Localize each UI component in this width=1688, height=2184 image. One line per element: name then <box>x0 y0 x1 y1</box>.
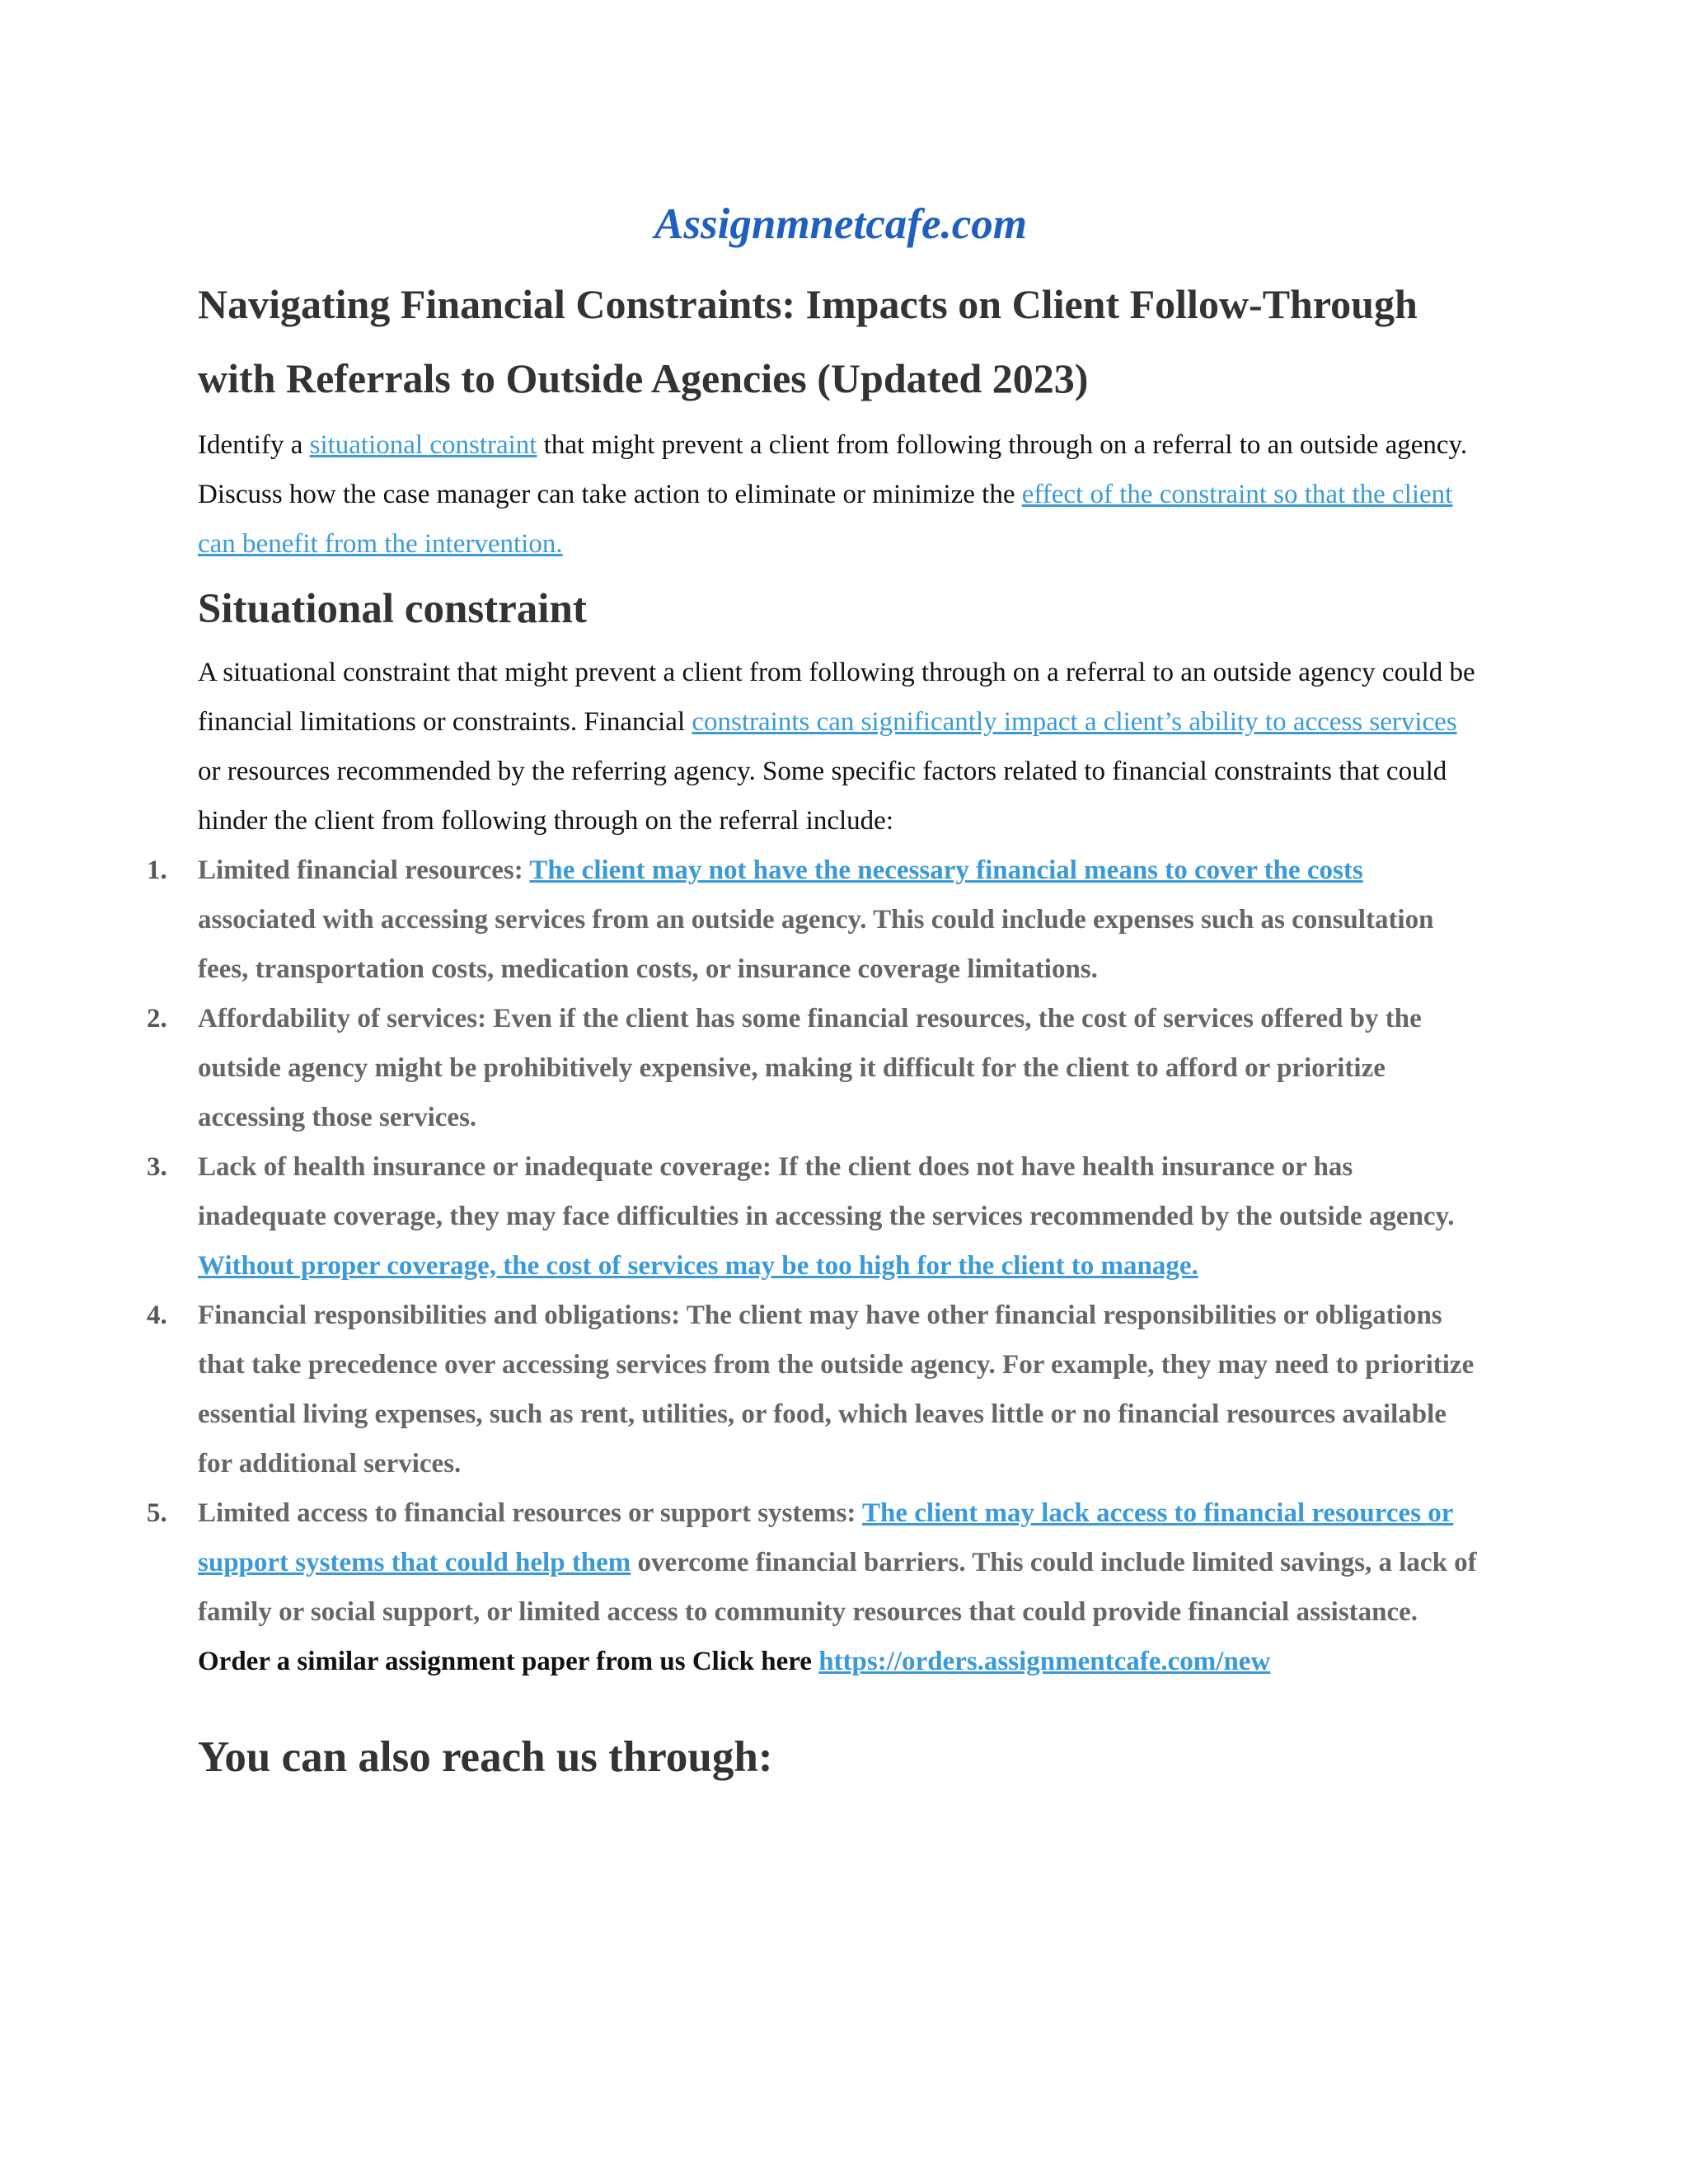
list-item <box>147 846 1484 994</box>
prompt-paragraph-2 <box>198 470 1484 569</box>
list-number: 3. <box>147 1152 167 1182</box>
list-item <box>147 1291 1484 1488</box>
page-title: Navigating Financial Constraints: Impacts on Client Follow-Through with Referrals to Outside Agencies (Updated 2023) <box>198 281 1418 401</box>
list-number: 2. <box>147 1004 167 1033</box>
list-number: 4. <box>147 1301 167 1330</box>
intro-paragraph <box>198 648 1484 846</box>
list-item-text: Affordability of services: Even if the client has some financial resources, the cost of services offered by the outside agency might be prohibitively expensive, making it difficult for the client to afford or prioritize accessing those services. <box>198 1004 1422 1132</box>
factors-list <box>147 846 1484 1637</box>
order-line <box>198 1637 1484 1686</box>
order-url-link[interactable]: https://orders.assignmentcafe.com/new <box>818 1647 1271 1676</box>
list-item-text: associated with accessing services from an outside agency. This could include expenses such as consultation fees, transportation costs, medication costs, or insurance coverage limitations. <box>198 905 1434 984</box>
list-item-text: Lack of health insurance or inadequate coverage: If the client does not have health insurance or has inadequate coverage, they may face difficulties in accessing the services recommended by the outside agency. <box>198 1152 1455 1231</box>
list-number: 1. <box>147 855 167 885</box>
order-text: Order a similar assignment paper from us Click here <box>198 1647 819 1676</box>
financial-means-link[interactable]: The client may not have the necessary financial means to cover the costs <box>529 855 1363 885</box>
document-page <box>147 191 1484 1790</box>
intro-text: A situational constraint that might prevent a client from following through on a referral to an outside agency could be financial limitations or constraints. Financial <box>198 658 1475 737</box>
prompt-paragraph-1 <box>198 420 1484 470</box>
list-item <box>147 1488 1484 1637</box>
prompt-text: Discuss how the case manager can take action to eliminate or minimize the <box>198 480 1022 509</box>
list-item-text: Limited financial resources: <box>198 855 530 885</box>
constraints-impact-link[interactable]: constraints can significantly impact a client’s ability to access services <box>692 707 1457 737</box>
support-systems-link[interactable]: The client may lack access to financial resources or support systems that could help them <box>198 1498 1454 1577</box>
list-number: 5. <box>147 1498 167 1528</box>
prompt-text: Identify a <box>198 430 310 460</box>
site-title: Assignmnetcafe.com <box>654 200 1027 248</box>
list-item <box>147 994 1484 1142</box>
situational-constraint-link[interactable]: situational constraint <box>309 430 537 460</box>
list-item-text: overcome financial barriers. This could include limited savings, a lack of family or social support, or limited access to community resources that could provide financial assistance. <box>198 1548 1477 1627</box>
proper-coverage-link[interactable]: Without proper coverage, the cost of services may be too high for the client to manage. <box>198 1251 1198 1281</box>
section-heading: Situational constraint <box>198 586 587 632</box>
effect-of-constraint-link[interactable]: effect of the constraint so that the client can benefit from the intervention. <box>198 480 1453 559</box>
prompt-text: that might prevent a client from following through on a referral to an outside agency. <box>537 430 1468 460</box>
list-item-text: Limited access to financial resources or support systems: <box>198 1498 863 1528</box>
list-item-text: Financial responsibilities and obligations: The client may have other financial responsibilities or obligations that take precedence over accessing services from the outside agency. For example, they may need to prioritize essential living expenses, such as rent, utilities, or food, which leaves little or no financial resources available for additional services. <box>198 1301 1475 1479</box>
reach-us-heading: You can also reach us through: <box>198 1733 773 1781</box>
list-item <box>147 1142 1484 1291</box>
intro-text: or resources recommended by the referring agency. Some specific factors related to financial constraints that could hinder the client from following through on the referral include: <box>198 757 1447 836</box>
